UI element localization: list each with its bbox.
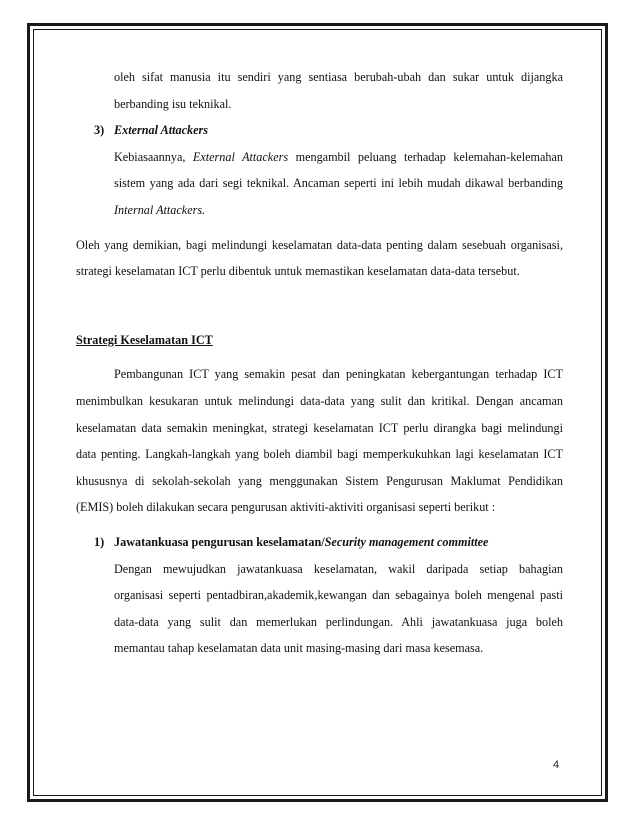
text-line: strategi keselamatan ICT perlu dibentuk untuk memastikan keselamatan data-data tersebut.	[76, 264, 520, 279]
text-line	[114, 144, 563, 171]
conclusion-paragraph	[76, 232, 563, 285]
text-run: mengambil peluang terhadap kelemahan-kelemahan	[288, 149, 563, 164]
section-paragraph	[76, 361, 563, 521]
list-item-title: Jawatankuasa pengurusan keselamatan/	[114, 534, 325, 549]
text-line: berbanding isu teknikal.	[114, 96, 232, 111]
italic-term: External Attackers	[192, 149, 289, 164]
list-item-heading	[76, 117, 563, 144]
list-item-title-italic: Security management committee	[324, 534, 489, 549]
text-line: Oleh yang demikian, bagi melindungi keselamatan data-data penting dalam sesebuah organisasi,	[76, 237, 563, 252]
text-line: Pembangunan ICT yang semakin pesat dan peningkatan kebergantungan terhadap ICT	[114, 367, 563, 382]
text-line	[114, 197, 563, 224]
text-line: (EMIS) boleh dilakukan secara pengurusan aktiviti-aktiviti organisasi seperti berikut :	[76, 500, 496, 515]
list-item-number: 3)	[94, 123, 105, 138]
text-line: data penting. Langkah-langkah yang boleh diambil bagi memperkukuhkan lagi keselamatan ICT	[76, 447, 563, 462]
italic-term: Internal Attackers.	[114, 202, 206, 217]
list-item-title: External Attackers	[114, 123, 209, 138]
page-number: 4	[553, 759, 560, 771]
text-line: menimbulkan kesukaran untuk melindungi data-data yang sulit dan kritikal. Dengan ancaman	[76, 393, 563, 408]
text-line: memantau tahap keselamatan data unit masing-masing dari masa kesemasa.	[114, 641, 484, 656]
text-line: organisasi seperti pentadbiran,akademik,kewangan dan sebagainya boleh mengenal pasti	[114, 588, 563, 603]
list-item-heading	[76, 529, 563, 556]
text-run: Kebiasaannya,	[114, 149, 193, 164]
text-line: keselamatan data semakin meningkat, strategi keselamatan ICT perlu dirangka bagi melindungi	[76, 420, 563, 435]
text-line: Dengan mewujudkan jawatankuasa keselamatan, wakil daripada setiap bahagian	[114, 561, 563, 576]
document-body	[76, 64, 563, 662]
text-line: khususnya di sekolah-sekolah yang menggunakan Sistem Pengurusan Maklumat Pendidikan	[76, 473, 563, 488]
list-item-body	[76, 556, 563, 662]
text-line: oleh sifat manusia itu sendiri yang sentiasa berubah-ubah dan sukar untuk dijangka	[114, 70, 563, 84]
list-item-number: 1)	[94, 534, 105, 549]
continuation-paragraph	[76, 64, 563, 117]
text-line: data-data yang sulit dan memerlukan perlindungan. Ahli jawatankuasa juga boleh	[114, 614, 563, 629]
text-line: sistem yang ada dari segi teknikal. Ancaman seperti ini lebih mudah dikawal berbanding	[114, 176, 563, 191]
section-heading: Strategi Keselamatan ICT	[76, 332, 213, 347]
list-item-body	[76, 144, 563, 224]
